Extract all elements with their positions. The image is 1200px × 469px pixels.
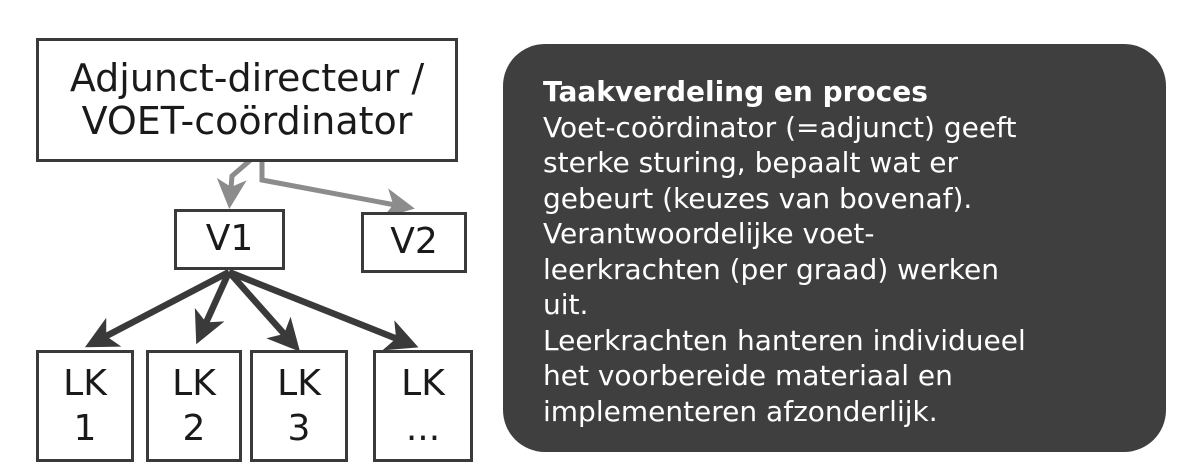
info-panel-line: Leerkrachten hanteren individueel [543,323,1026,357]
lk-label: LK [63,363,107,404]
lk3-node [250,350,348,462]
info-panel [503,44,1166,452]
v2-node [361,212,467,273]
info-panel-line: sterke sturing, bepaalt wat er [543,146,958,179]
lk-label: LK [172,363,216,404]
info-panel-line: implementeren afzonderlijk. [543,394,938,428]
v2-label: V2 [390,221,438,263]
adjunct-directeur-label-line2: VOET-coördinator [81,99,413,143]
lk-number: 2 [182,408,206,449]
lk-number: 3 [287,408,311,449]
v1-node [174,209,285,270]
info-panel-line: uit. [543,288,589,321]
info-panel-line: het voorbereide materiaal en [543,359,953,392]
adjunct-directeur-label-line1: Adjunct-directeur / [69,56,425,101]
arrow-v1-to-lk1 [93,272,229,343]
lk-more-node [373,350,473,462]
arrow-v1-to-lk4 [229,272,410,344]
info-panel-line: gebeurt (keuzes van bovenaf). [543,181,973,215]
v1-label: V1 [205,218,254,260]
lk2-node [146,350,242,462]
info-panel-line: Voet-coördinator (=adjunct) geeft [543,110,1017,144]
lk-label: LK [277,363,321,404]
lk-label: LK [401,363,445,404]
lk-number: ... [405,408,441,449]
info-panel-line: leerkrachten (per graad) werken [543,252,999,286]
info-panel-title: Taakverdeling en proces [543,75,928,108]
adjunct-directeur-node [36,38,458,162]
lk-number: 1 [73,408,97,449]
lk1-node [36,350,134,462]
info-panel-line: Verantwoordelijke voet- [543,217,875,250]
